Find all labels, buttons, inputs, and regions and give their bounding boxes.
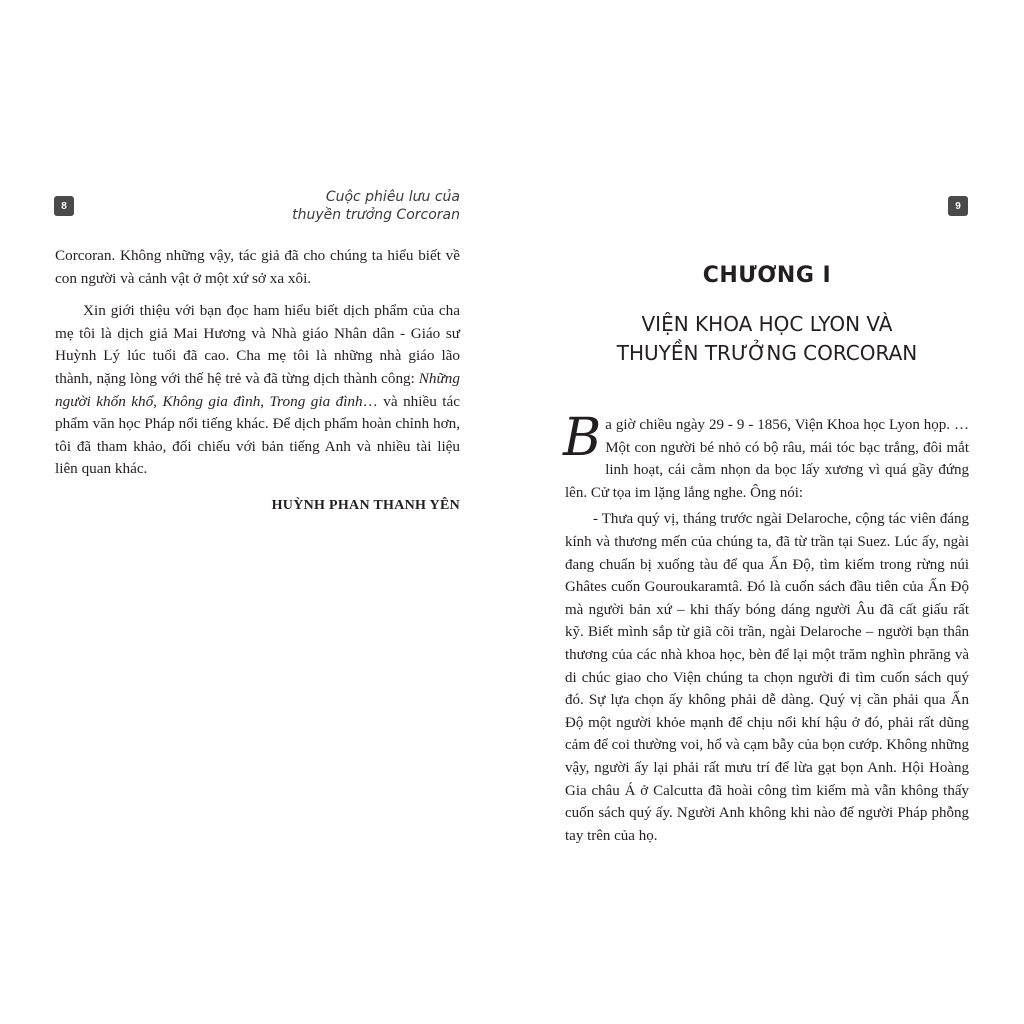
page-number-left: 8 xyxy=(54,196,74,216)
page-number-right: 9 xyxy=(948,196,968,216)
running-head-line-1: Cuộc phiêu lưu của xyxy=(325,189,460,205)
paragraph xyxy=(563,408,969,504)
paragraph-text: Xin giới thiệu với bạn đọc ham hiểu biết dịch phẩm của cha mẹ tôi là dịch giả Mai Hương và Nhà giáo Nhân dân - Giáo sư Huỳnh Lý lúc tuổi đã cao. Cha mẹ tôi là những nhà giáo lão thành, nặng lòng với thế hệ trẻ và đã từng dịch thành công: xyxy=(55,302,460,387)
paragraph-text: a giờ chiều ngày 29 - 9 - 1856, Viện Khoa học Lyon họp. …Một con người bé nhỏ có bộ râu, mái tóc bạc trắng, đôi mắt linh hoạt, cái cằm nhọn da bọc lấy xương vì quá gầy đứng lên. Cử tọa im lặng lắng nghe. Ông nói: xyxy=(565,417,969,501)
paragraph-tail: … và nhiều tác phẩm văn học Pháp nổi tiếng khác. Để dịch phẩm hoàn chỉnh hơn, tôi đã tham khảo, đối chiếu với bản tiếng Anh và nhiều tài liệu liên quan khác. xyxy=(55,392,460,478)
left-page-body xyxy=(55,245,460,518)
book-titles: Những người khốn khổ, Không gia đình, Trong gia đình xyxy=(55,369,460,410)
chapter-title-line-2: THUYỀN TRƯỞNG CORCORAN xyxy=(616,341,918,365)
running-head xyxy=(200,188,460,224)
paragraph: Corcoran. Không những vậy, tác giả đã cho chúng ta hiểu biết về con người và cảnh vật ở một xứ sở xa xôi. xyxy=(55,247,460,287)
running-head-line-2: thuyền trưởng Corcoran xyxy=(292,207,460,223)
chapter-title-line-1: VIỆN KHOA HỌC LYON VÀ xyxy=(641,312,893,336)
drop-cap: B xyxy=(563,408,602,468)
chapter-title xyxy=(560,310,974,368)
right-page-body xyxy=(563,408,969,847)
paragraph: - Thưa quý vị, tháng trước ngài Delaroche, cộng tác viên đáng kính và thương mến của chúng ta, đã từ trần tại Suez. Lúc ấy, ngài đang chuẩn bị xuống tàu để qua Ấn Độ, tìm kiếm trong rừng núi Ghâtes cuốn Gouroukaramtâ. Đó là cuốn sách đầu tiên của Ấn Độ mà người bản xứ – khi thấy bóng dáng người Âu đã cất giấu rất kỹ. Biết mình sắp từ giã cõi trần, ngài Delaroche – người bạn thân thương của các nhà khoa học, bèn để lại một trăm nghìn phrăng và di chúc giao cho Viện chúng ta chọn người đi tìm cuốn sách quý đó. Sự lựa chọn ấy không phải dễ dàng. Quý vị cần phải qua Ấn Độ một người khỏe mạnh để chịu nổi khí hậu ở đó, phải rất dũng cảm để coi thường voi, hổ và cạm bẫy của bọn cướp. Không những vậy, người ấy lại phải rất mưu trí để lừa gạt bọn Anh. Hội Hoàng Gia châu Á ở Calcutta đã hoài công tìm kiếm mà vẫn không thấy cuốn sách quý ấy. Người Anh không khi nào để người Pháp phỗng tay trên của họ. xyxy=(565,511,969,844)
chapter-label: CHƯƠNG I xyxy=(702,263,832,288)
paragraph xyxy=(55,300,460,481)
author-signature: HUỲNH PHAN THANH YÊN xyxy=(271,497,460,513)
